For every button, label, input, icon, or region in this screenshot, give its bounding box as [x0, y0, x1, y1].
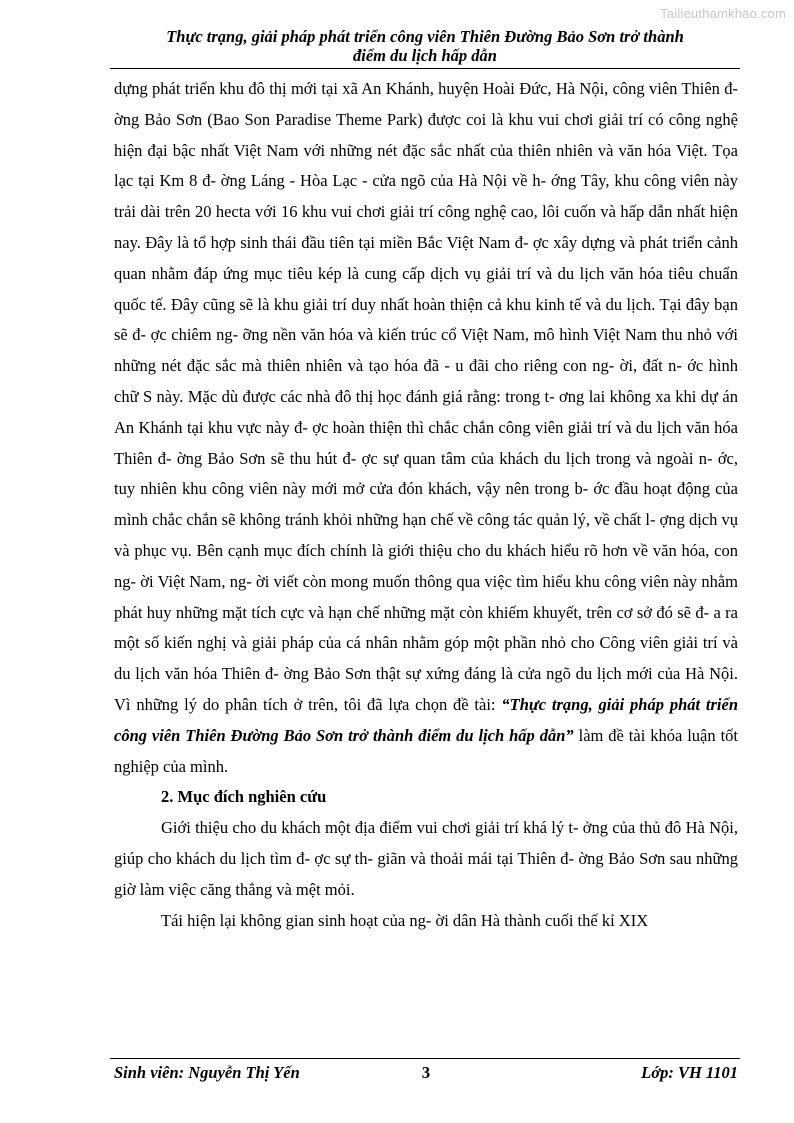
footer-divider	[110, 1058, 740, 1059]
section-heading-research-purpose: 2. Mục đích nghiên cứu	[161, 787, 327, 807]
paragraph-rationale	[114, 74, 738, 782]
thesis-title-quote: “Thực trạng, giải pháp phát triển công viên Thiên Đường Bảo Sơn trở thành điểm du lịch hấp dẫn”	[114, 694, 738, 745]
footer-student-name: Sinh viên: Nguyễn Thị Yến	[114, 1063, 300, 1082]
page-header	[110, 27, 740, 65]
document-body	[114, 74, 738, 936]
header-title-line-1: Thực trạng, giải pháp phát triển công viên Thiên Đường Bảo Sơn trở thành	[166, 27, 684, 46]
paragraph-rationale-end: làm đề tài khóa luận tốt nghiệp của mình.	[114, 725, 738, 776]
paragraph-purpose-2: Tái hiện lại không gian sinh hoạt của ng- ời dân Hà thành cuối thế kỉ XIX	[161, 910, 649, 930]
footer-class: Lớp: VH 1101	[641, 1063, 738, 1082]
header-divider	[110, 68, 740, 69]
footer-page-number: 3	[421, 1063, 431, 1082]
header-title-line-2: điểm du lịch hấp dẫn	[353, 46, 497, 65]
paragraph-rationale-text: dựng phát triển khu đô thị mới tại xã An Khánh, huyện Hoài Đức, Hà Nội, công viên Thiên đ- ờng Bảo Sơn (Bao Son Paradise Theme Park) được coi là khu vui chơi giải trí có công nghệ hiện đại bậc nhất Việt Nam với những nét đặc sắc nhất của thiên nhiên và văn hóa Việt. Tọa lạc tại Km 8 đ- ờng Láng - Hòa Lạc - cửa ngõ của Hà Nội về h- ớng Tây, khu công viên này trải dài trên 20 hecta với 16 khu vui chơi giải trí công nghệ cao, lôi cuốn và hấp dẫn nhất hiện nay. Đây là tổ hợp sinh thái đầu tiên tại miền Bắc Việt Nam đ- ợc xây dựng và phát triển cảnh quan nhằm đáp ứng mục tiêu kép là cung cấp dịch vụ giải trí và du lịch văn hóa tiêu chuẩn quốc tế. Đây cũng sẽ là khu giải trí duy nhất hoàn thiện cả khu kinh tế và du lịch. Tại đây bạn sẽ đ- ợc chiêm ng- ỡng nền văn hóa và kiến trúc cổ Việt Nam, mô hình Việt Nam thu nhỏ với những nét đặc sắc mà thiên nhiên và tạo hóa đã - u đãi cho riêng con ng- ời, đất n- ớc hình chữ S này. Mặc dù được các nhà đô thị học đánh giá rằng: trong t- ơng lai không xa khi dự án An Khánh tại khu vực này đ- ợc hoàn thiện thì chắc chắn công viên giải trí và du lịch văn hóa Thiên đ- ờng Bảo Sơn sẽ thu hút đ- ợc sự quan tâm của khách du lịch trong và ngoài n- ớc, tuy nhiên khu công viên này mới mở cửa đón khách, vậy nên trong b- ớc đầu hoạt động của mình chắc chắn sẽ không tránh khỏi những hạn chế về công tác quản lý, về chất l- ợng dịch vụ và phục vụ. Bên cạnh mục đích chính là giới thiệu cho du khách hiểu rõ hơn về văn hóa, con ng- ời Việt Nam, ng- ời viết còn mong muốn thông qua việc tìm hiểu khu công viên này nhằm phát huy những mặt tích cực và hạn chế những mặt còn khiếm khuyết, trên cơ sở đó sẽ đ- a ra một số kiến nghị và giải pháp của cá nhân nhằm góp một phần nhỏ cho Công viên giải trí và du lịch văn hóa Thiên đ- ờng Bảo Sơn thật sự xứng đáng là cửa ngõ du lịch mới của Hà Nội. Vì những lý do phân tích ở trên, tôi đã lựa chọn đề tài:	[114, 79, 738, 714]
paragraph-purpose-1: Giới thiệu cho du khách một địa điểm vui chơi giải trí khá lý t- ởng của thủ đô Hà Nội, giúp cho khách du lịch tìm đ- ợc sự th- giãn và thoải mái tại Thiên đ- ờng Bảo Sơn sau những giờ làm việc căng thẳng và mệt mỏi.	[114, 818, 738, 899]
watermark-text: Tailieuthamkhao.com	[660, 6, 786, 21]
